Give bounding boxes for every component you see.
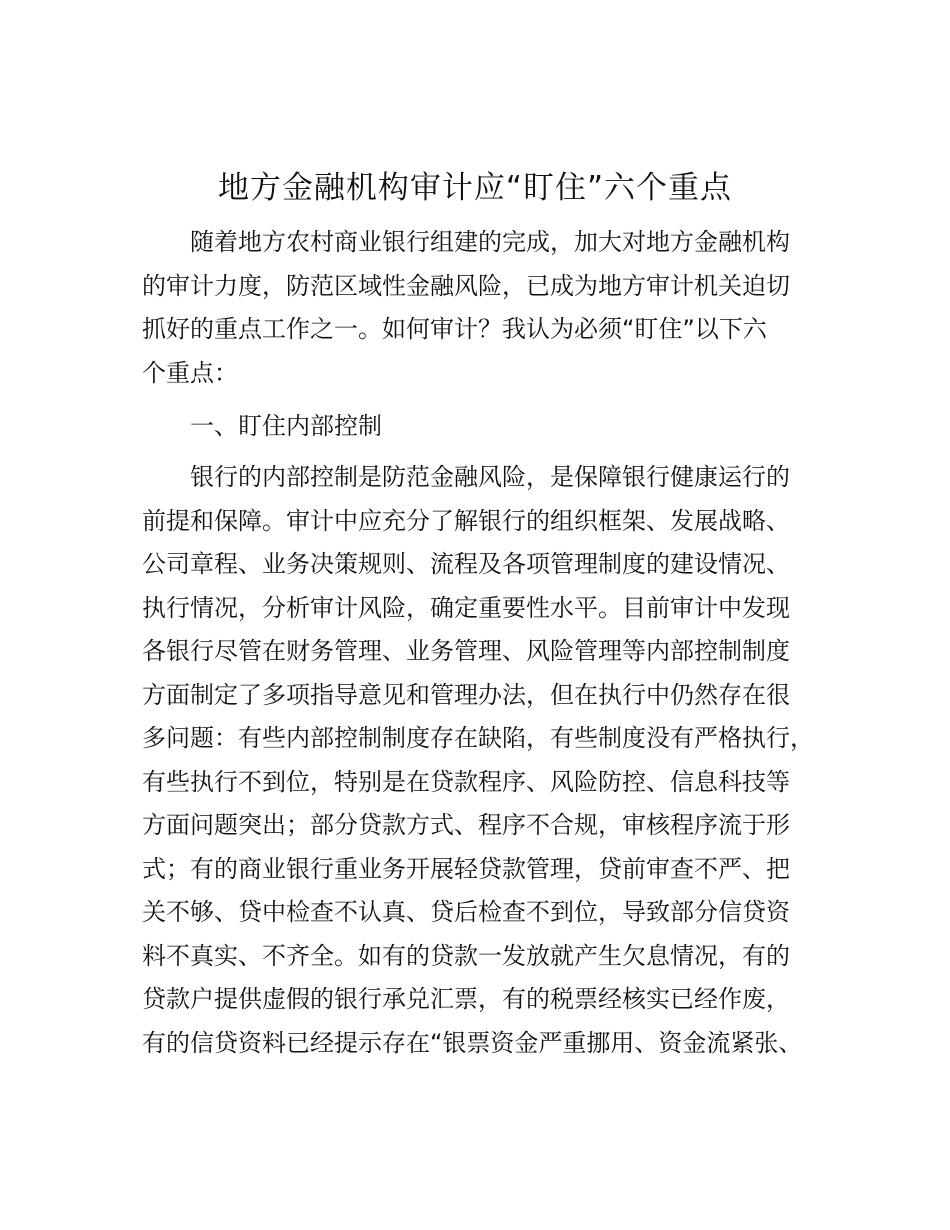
paragraph-line: 有些执行不到位，特别是在贷款程序、风险防控、信息科技等 <box>142 767 790 796</box>
section-heading-text: 一、盯住内部控制 <box>190 412 382 440</box>
paragraph-line: 式；有的商业银行重业务开展轻贷款管理，贷前审查不严、把 <box>142 854 790 883</box>
paragraph-line: 个重点： <box>142 358 238 387</box>
internal-control-paragraph <box>142 456 842 1065</box>
paragraph-line: 前提和保障。审计中应充分了解银行的组织框架、发展战略、 <box>142 506 790 535</box>
paragraph-line: 执行情况，分析审计风险，确定重要性水平。目前审计中发现 <box>142 593 790 622</box>
paragraph-line: 公司章程、业务决策规则、流程及各项管理制度的建设情况、 <box>142 550 790 578</box>
paragraph-line: 抓好的重点工作之一。如何审计？我认为必须“盯住”以下六 <box>142 315 767 343</box>
paragraph-line: 料不真实、不齐全。如有的贷款一发放就产生欠息情况，有的 <box>142 941 790 970</box>
paragraph-line: 方面问题突出；部分贷款方式、程序不合规，审核程序流于形 <box>142 811 790 839</box>
document-title: 地方金融机构审计应“盯住”六个重点 <box>217 170 733 206</box>
intro-paragraph <box>142 221 842 395</box>
paragraph-line: 方面制定了多项指导意见和管理办法，但在执行中仍然存在很 <box>142 680 790 709</box>
paragraph-line: 关不够、贷中检查不认真、贷后检查不到位，导致部分信贷资 <box>142 898 790 926</box>
paragraph-line: 多问题：有些内部控制制度存在缺陷，有些制度没有严格执行， <box>142 724 814 752</box>
section-heading-1 <box>142 405 842 449</box>
paragraph-line: 各银行尽管在财务管理、业务管理、风险管理等内部控制制度 <box>142 637 790 665</box>
paragraph-line: 银行的内部控制是防范金融风险，是保障银行健康运行的 <box>190 463 790 491</box>
paragraph-line: 贷款户提供虚假的银行承兑汇票，有的税票经核实已经作废， <box>142 985 790 1013</box>
paragraph-line: 随着地方农村商业银行组建的完成，加大对地方金融机构 <box>190 228 790 256</box>
paragraph-line: 的审计力度，防范区域性金融风险，已成为地方审计机关迫切 <box>142 271 790 300</box>
paragraph-line: 有的信贷资料已经提示存在“银票资金严重挪用、资金流紧张、 <box>142 1028 803 1057</box>
